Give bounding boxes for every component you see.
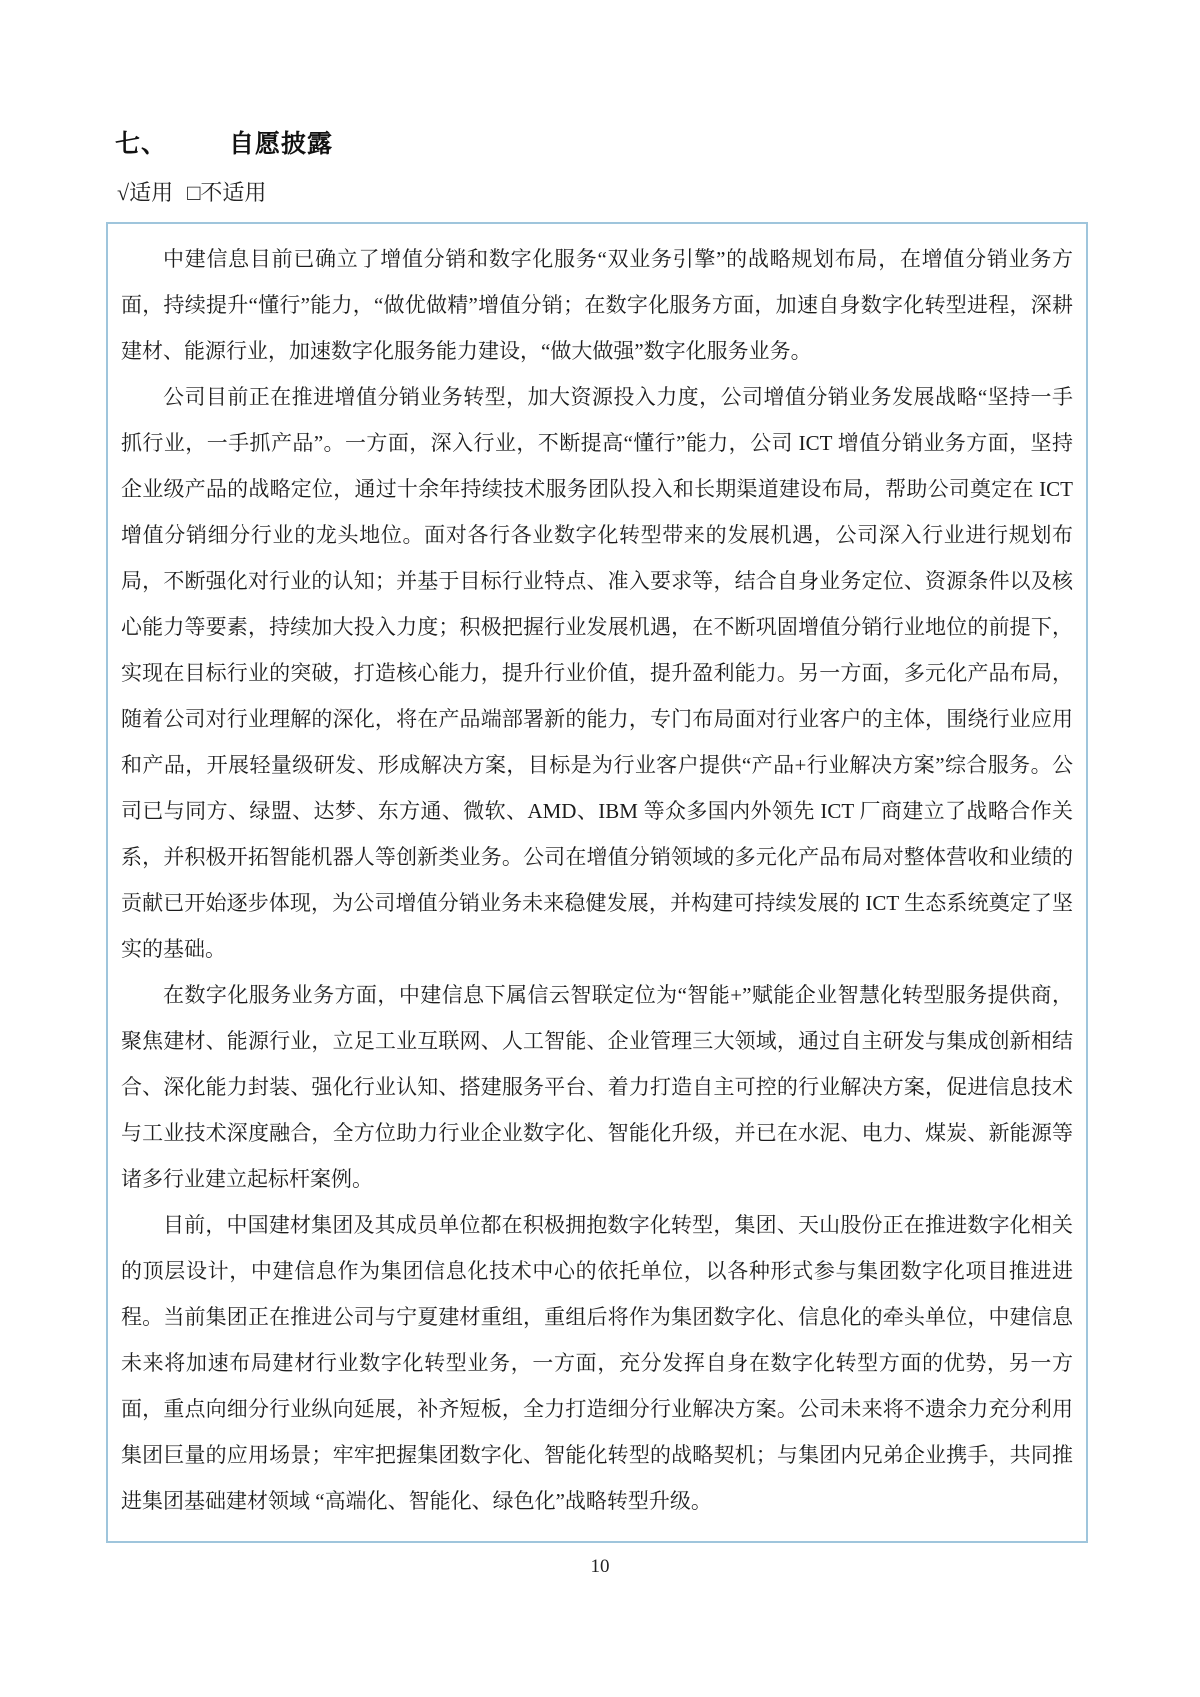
section-number: 七、 [115, 130, 168, 158]
disclosure-text-box [106, 222, 1088, 1543]
disclosure-paragraph-3: 在数字化服务业务方面，中建信息下属信云智联定位为“智能+”赋能企业智慧化转型服务提供商，聚焦建材、能源行业，立足工业互联网、人工智能、企业管理三大领域，通过自主研发与集成创新相结合、深化能力封装、强化行业认知、搭建服务平台、着力打造自主可控的行业解决方案，促进信息技术与工业技术深度融合，全方位助力行业企业数字化、智能化升级，并已在水泥、电力、煤炭、新能源等诸多行业建立起标杆案例。 [121, 983, 1073, 1191]
section-title: 自愿披露 [229, 130, 334, 158]
checkbox-not-applicable: □不适用 [187, 180, 267, 205]
disclosure-paragraph-4: 目前，中国建材集团及其成员单位都在积极拥抱数字化转型，集团、天山股份正在推进数字化相关的顶层设计，中建信息作为集团信息化技术中心的依托单位，以各种形式参与集团数字化项目推进进程。当前集团正在推进公司与宁夏建材重组，重组后将作为集团数字化、信息化的牵头单位，中建信息未来将加速布局建材行业数字化转型业务，一方面，充分发挥自身在数字化转型方面的优势，另一方面，重点向细分行业纵向延展，补齐短板，全力打造细分行业解决方案。公司未来将不遗余力充分利用集团巨量的应用场景；牢牢把握集团数字化、智能化转型的战略契机；与集团内兄弟企业携手，共同推进集团基础建材领域 “高端化、智能化、绿色化”战略转型升级。 [121, 1213, 1073, 1513]
checkbox-applicable: √适用 [117, 180, 174, 205]
applicability-row [117, 176, 266, 207]
disclosure-paragraph-1: 中建信息目前已确立了增值分销和数字化服务“双业务引擎”的战略规划布局，在增值分销业务方面，持续提升“懂行”能力，“做优做精”增值分销；在数字化服务方面，加速自身数字化转型进程，深耕建材、能源行业，加速数字化服务能力建设，“做大做强”数字化服务业务。 [121, 247, 1073, 363]
disclosure-paragraph-2: 公司目前正在推进增值分销业务转型，加大资源投入力度，公司增值分销业务发展战略“坚持一手抓行业，一手抓产品”。一方面，深入行业，不断提高“懂行”能力，公司 ICT 增值分销业务方面，坚持企业级产品的战略定位，通过十余年持续技术服务团队投入和长期渠道建设布局，帮助公司奠定在 ICT 增值分销细分行业的龙头地位。面对各行各业数字化转型带来的发展机遇，公司深入行业进行规划布局，不断强化对行业的认知；并基于目标行业特点、准入要求等，结合自身业务定位、资源条件以及核心能力等要素，持续加大投入力度；积极把握行业发展机遇，在不断巩固增值分销行业地位的前提下，实现在目标行业的突破，打造核心能力，提升行业价值，提升盈利能力。另一方面，多元化产品布局，随着公司对行业理解的深化，将在产品端部署新的能力，专门布局面对行业客户的主体，围绕行业应用和产品，开展轻量级研发、形成解决方案，目标是为行业客户提供“产品+行业解决方案”综合服务。公司已与同方、绿盟、达梦、东方通、微软、AMD、IBM 等众多国内外领先 ICT 厂商建立了战略合作关系，并积极开拓智能机器人等创新类业务。公司在增值分销领域的多元化产品布局对整体营收和业绩的贡献已开始逐步体现，为公司增值分销业务未来稳健发展，并构建可持续发展的 ICT 生态系统奠定了坚实的基础。 [121, 385, 1073, 961]
page-number: 10 [590, 1556, 610, 1577]
section-heading [115, 124, 333, 160]
